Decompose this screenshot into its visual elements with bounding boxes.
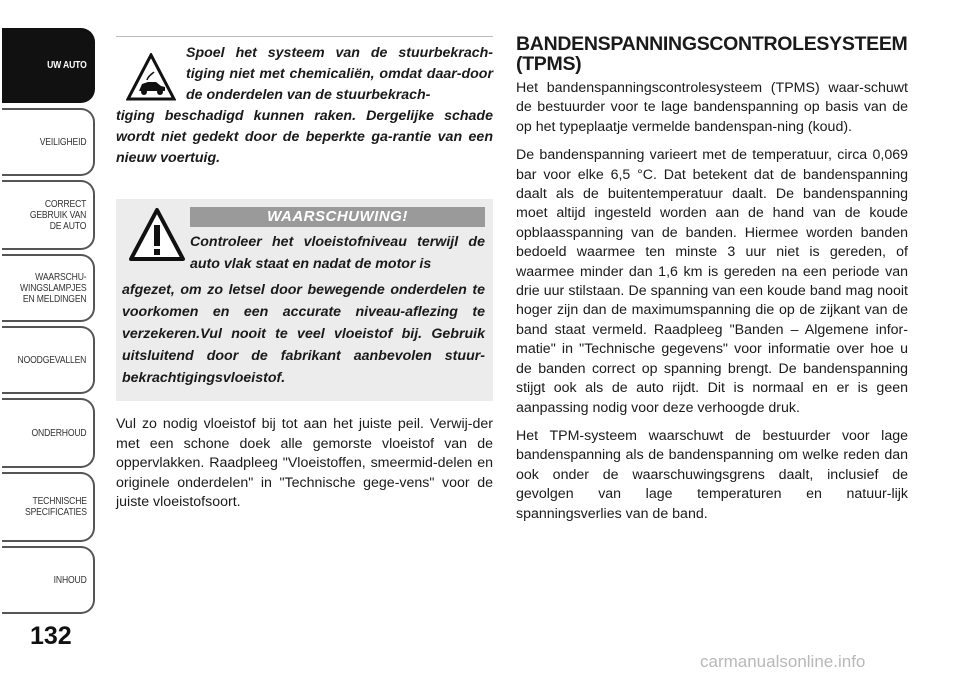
tab-label: ONDERHOUD xyxy=(31,426,87,439)
tab-technische-specificaties[interactable] xyxy=(2,472,95,542)
tab-inhoud[interactable] xyxy=(2,546,95,614)
section-heading: BANDENSPANNINGSCONTROLESYSTEEM (TPMS) xyxy=(516,33,908,75)
tpms-paragraph-2: De bandenspanning varieert met de temperatuur, circa 0,069 bar voor elke 6,5 °C. Dat betekent dat de bandenspanning daalt als de buitentemperatuur daalt. De bandenspanning moet altijd ingesteld worden aan de hand van de koude opblaasspanning van de banden. Hiermee worden banden bedoeld waarmee ten minste 3 uur niet is gereden, of waarmee minder dan 1,6 km is gereden na een periode van drie uur stilstaan. De spanning van een koude band mag nooit hoger zijn dan de maximumspanning die op de zijkant van de band staat vermeld. Raadpleeg "Banden – Algemene infor-matie" in "Technische gegevens" voor informatie over hoe u de banden correct op spanning brengt. De bandenspanning stijgt ook als de auto rijdt. Dit is normaal en er is geen aanpassing nodig voor deze verhoogde druk. xyxy=(516,147,908,416)
divider xyxy=(116,36,493,37)
tab-onderhoud[interactable] xyxy=(2,398,95,468)
tab-label: INHOUD xyxy=(53,573,87,586)
fluid-refill-paragraph: Vul zo nodig vloeistof bij tot aan het juiste peil. Verwij-der met een schone doek alle gemorste vloeistof van de oppervlakken. Raadpleeg "Vloeistoffen, smeermid-delen en originele onderdelen" in "Technische gege-vens" voor de juiste vloeistofsoort. xyxy=(116,416,493,510)
tab-label: NOODGEVALLEN xyxy=(17,353,87,366)
tab-label: TECHNISCHE SPECIFICATIES xyxy=(24,495,87,518)
watermark: carmanualsonline.info xyxy=(700,652,866,671)
warning-text-top: Controleer het vloeistofniveau terwijl de auto vlak staat en nadat de motor is xyxy=(190,234,485,272)
tab-label: VEILIGHEID xyxy=(39,135,87,148)
tab-label: CORRECT GEBRUIK VAN DE AUTO xyxy=(30,197,87,232)
tpms-paragraph-3: Het TPM-systeem waarschuwt de bestuurder voor lage bandenspanning als de bandenspanning om welke reden dan ook onder de waarschuwingsgrens daalt, inclusief de gevolgen van lage temperaturen en natuur-lijk spanningsverlies van de band. xyxy=(516,427,908,522)
left-column xyxy=(116,36,493,513)
page-number: 132 xyxy=(30,622,72,650)
warning-title: WAARSCHUWING! xyxy=(190,207,485,227)
caution-box xyxy=(116,43,493,169)
warning-text-rest: afgezet, om zo letsel door bewegende onderdelen te voorkomen en een accurate niveau-aflezing te verzekeren.Vul nooit te veel vloeistof bij. Gebruik uitsluitend door de fabrikant aanbevolen stuur-bekrachtigingsvloeistof. xyxy=(122,282,485,386)
caution-text-top: Spoel het systeem van de stuurbekrach-tiging niet met chemicaliën, omdat daar-door de onderdelen van de stuurbekrach- xyxy=(186,45,493,103)
right-column xyxy=(516,34,908,533)
tab-veiligheid[interactable] xyxy=(2,108,95,176)
caution-car-icon xyxy=(126,53,176,101)
tab-waarschuwingslampjes[interactable] xyxy=(2,254,95,322)
tab-noodgevallen[interactable] xyxy=(2,326,95,394)
caution-text-rest: tiging beschadigd kunnen raken. Dergelijke schade wordt niet gedekt door de beperkte ga-rantie van een nieuw voertuig. xyxy=(116,108,493,166)
warning-box xyxy=(116,199,493,401)
warning-triangle-icon xyxy=(128,207,186,263)
tab-correct-gebruik[interactable] xyxy=(2,180,95,250)
tab-label: WAARSCHU- WINGSLAMPJES EN MELDINGEN xyxy=(19,270,87,305)
tpms-paragraph-1: Het bandenspanningscontrolesysteem (TPMS) waar-schuwt de bestuurder voor te lage bandenspanning op basis van de op het typeplaatje vermelde bandenspan-ning (koud). xyxy=(516,80,908,135)
tab-uw-auto[interactable] xyxy=(2,28,95,103)
tab-label: UW AUTO xyxy=(46,59,87,71)
